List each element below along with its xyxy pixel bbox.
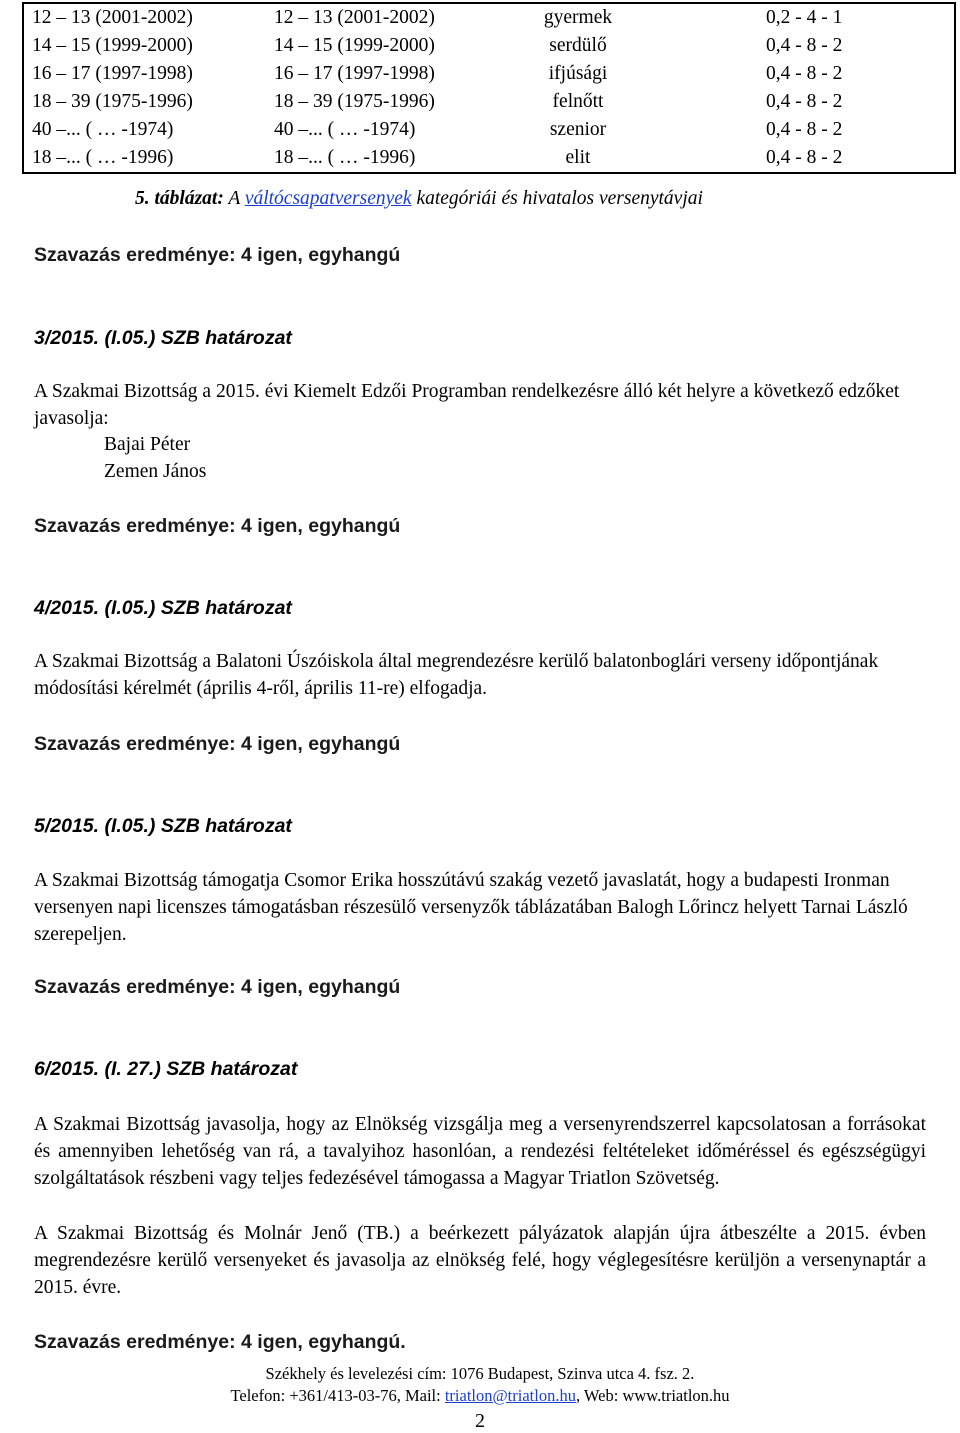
- resolution-text: A Szakmai Bizottság és Molnár Jenő (TB.) a beérkezett pályázatok alapján újra átbeszélte a 2015. évben megrendezésre kerülő versenyeket és javasolja az elnökség felé, hogy véglegesítésre kerüljön a versenynaptár a 2015. évre.: [34, 1223, 926, 1298]
- table-cell: 0,4 - 8 - 2: [664, 88, 955, 116]
- table-cell: 18 – 39 (1975-1996): [23, 88, 274, 116]
- resolution-title: 5/2015. (I.05.) SZB határozat: [34, 815, 292, 837]
- footer-phone: Telefon: +361/413-03-76, Mail:: [230, 1386, 445, 1405]
- coach-name: Zemen János: [104, 461, 207, 482]
- resolution-title: 6/2015. (I. 27.) SZB határozat: [34, 1058, 298, 1080]
- resolution-text: A Szakmai Bizottság a Balatoni Úszóiskola által megrendezésre kerülő balatonboglári verseny időpontjának módosítási kérelmét (április 4-ről, április 11-re) elfogadja.: [34, 651, 879, 699]
- table-row: [23, 60, 955, 88]
- vote-result-final: Szavazás eredménye: 4 igen, egyhangú.: [34, 1331, 406, 1353]
- table-cell: 40 –... ( … -1974): [23, 116, 274, 144]
- caption-suffix: kategóriái és hivatalos versenytávjai: [411, 188, 703, 209]
- resolution-title: 3/2015. (I.05.) SZB határozat: [34, 327, 292, 349]
- table-cell: 16 – 17 (1997-1998): [274, 63, 435, 84]
- resolution-text: A Szakmai Bizottság a 2015. évi Kiemelt Edzői Programban rendelkezésre álló két helyre a következő edzőket javasolja:: [34, 381, 900, 429]
- table-cell: gyermek: [492, 3, 664, 32]
- footer-contact: [0, 1386, 960, 1406]
- table-cell: 16 – 17 (1997-1998): [23, 60, 274, 88]
- table-cell: 18 –... ( … -1996): [274, 144, 492, 173]
- table-cell: szenior: [549, 119, 607, 140]
- table-row: [23, 116, 955, 144]
- table-row: [23, 88, 955, 116]
- footer-web: , Web: www.triatlon.hu: [575, 1386, 730, 1405]
- table-cell: felnőtt: [552, 91, 604, 112]
- coach-name: Bajai Péter: [104, 434, 191, 455]
- table-row: [23, 3, 955, 32]
- vote-result: Szavazás eredménye: 4 igen, egyhangú: [34, 515, 401, 537]
- table-cell: 12 – 13 (2001-2002): [274, 3, 492, 32]
- table-cell: serdülő: [549, 35, 607, 56]
- table-cell: 0,4 - 8 - 2: [664, 116, 955, 144]
- table-cell: 18 – 39 (1975-1996): [274, 91, 435, 112]
- table-cell: 0,4 - 8 - 2: [664, 32, 955, 60]
- table-cell: 12 – 13 (2001-2002): [23, 3, 274, 32]
- footer-address: Székhely és levelezési cím: 1076 Budapest, Szinva utca 4. fsz. 2.: [265, 1364, 695, 1383]
- table-cell: elit: [492, 144, 664, 173]
- table-cell: 0,4 - 8 - 2: [664, 60, 955, 88]
- table-row: [23, 32, 955, 60]
- vote-result: Szavazás eredménye: 4 igen, egyhangú: [34, 976, 401, 998]
- footer-mail-link[interactable]: triatlon@triatlon.hu: [444, 1386, 576, 1405]
- table-cell: 18 –... ( … -1996): [23, 144, 274, 173]
- table-caption: [135, 188, 703, 210]
- resolution-text: A Szakmai Bizottság javasolja, hogy az Elnökség vizsgálja meg a versenyrendszerrel kapcsolatosan a forrásokat és amennyiben lehetőség van rá, a tavalyihoz hasonlóan, a rendezési feltételeket időméréssel és egészségügyi szolgáltatások részbeni vagy teljes fedezésével támogassa a Magyar Triatlon Szövetség.: [34, 1114, 926, 1189]
- table-cell: 14 – 15 (1999-2000): [274, 35, 435, 56]
- caption-number: 5. táblázat:: [135, 188, 224, 209]
- table-cell: 0,4 - 8 - 2: [664, 144, 955, 173]
- categories-table: [22, 2, 956, 174]
- vote-result: Szavazás eredménye: 4 igen, egyhangú: [34, 244, 401, 266]
- page-number: 2: [475, 1410, 485, 1432]
- resolution-text: A Szakmai Bizottság támogatja Csomor Erika hosszútávú szakág vezető javaslatát, hogy a budapesti Ironman versenyen napi licenszes támogatásban részesülő versenyzők táblázatában Balogh Lőrincz helyett Tarnai László szerepeljen.: [34, 870, 908, 945]
- table-row: [23, 144, 955, 173]
- caption-prefix: A: [223, 188, 245, 209]
- resolution-title: 4/2015. (I.05.) SZB határozat: [34, 597, 292, 619]
- vote-result: Szavazás eredménye: 4 igen, egyhangú: [34, 733, 401, 755]
- table-cell: 14 – 15 (1999-2000): [23, 32, 274, 60]
- table-cell: 0,2 - 4 - 1: [664, 3, 955, 32]
- table-cell: ifjúsági: [548, 63, 608, 84]
- table-cell: 40 –... ( … -1974): [274, 119, 416, 140]
- caption-link[interactable]: váltócsapatversenyek: [244, 188, 412, 209]
